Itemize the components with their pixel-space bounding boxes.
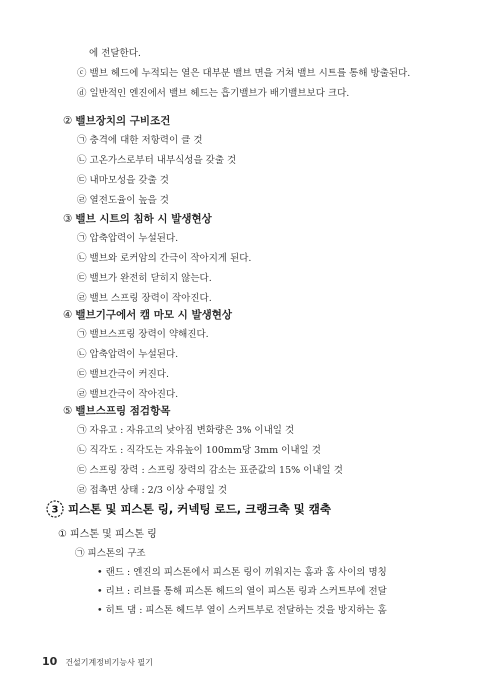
- page-number: 10: [42, 655, 58, 668]
- subsection-title: 피스톤 및 피스톤 링: [69, 529, 157, 540]
- bullet-item: • 히트 댐 : 피스톤 헤드부 열이 스커트부로 전달하는 것을 방지하는 홈: [97, 605, 387, 616]
- list-item: ㉡ 고온가스로부터 내부식성을 갖출 것: [77, 155, 237, 166]
- list-item: ㉠ 충격에 대한 저항력이 클 것: [77, 135, 203, 146]
- heading-marker: ②: [63, 115, 73, 127]
- list-item: ㉢ 내마모성을 갖출 것: [77, 175, 169, 186]
- subsection-marker: ①: [58, 529, 67, 540]
- heading-text: 밸브기구에서 캠 마모 시 발생현상: [75, 309, 233, 321]
- section-title: 피스톤 및 피스톤 링, 커넥팅 로드, 크랭크축 및 캠축: [68, 502, 331, 516]
- list-item: ㉢ 스프링 장력 : 스프링 장력의 감소는 표준값의 15% 이내일 것: [77, 465, 343, 476]
- list-item: ㉢ 밸브가 완전히 닫히지 않는다.: [77, 273, 212, 284]
- list-item: ㉣ 접촉면 상태 : 2/3 이상 수평일 것: [77, 485, 228, 496]
- list-item: ㉢ 밸브간극이 커진다.: [77, 369, 169, 380]
- bullet-item: • 랜드 : 엔진의 피스톤에서 피스톤 링이 끼워지는 홈과 홈 사이의 명칭: [97, 567, 387, 578]
- page-footer: [42, 650, 153, 666]
- heading-text: 밸브 시트의 침하 시 발생현상: [75, 213, 212, 225]
- heading-valve-requirements: [63, 114, 170, 128]
- heading-marker: ⑤: [63, 405, 73, 417]
- section-number: 3: [51, 504, 59, 516]
- continuation-line-2: ⓒ 밸브 헤드에 누적되는 열은 대부분 밸브 면을 거쳐 밸브 시트를 통해 방출된다.: [77, 68, 411, 79]
- heading-cam-wear: [63, 308, 232, 322]
- continuation-line-1: 에 전달한다.: [89, 48, 141, 59]
- heading-marker: ③: [63, 213, 73, 225]
- bullet-item: • 리브 : 리브를 통해 피스톤 헤드의 열이 피스톤 링과 스커트부에 전달: [97, 586, 387, 597]
- list-item: ㉡ 밸브와 로커암의 간극이 작아지게 된다.: [77, 253, 252, 264]
- section-number-badge: [46, 500, 64, 518]
- continuation-line-3: ⓓ 일반적인 엔진에서 밸브 헤드는 흡기밸브가 배기밸브보다 크다.: [77, 88, 350, 99]
- list-item: ㉣ 열전도율이 높을 것: [77, 195, 169, 206]
- list-item: ㉠ 자유고 : 자유고의 낮아짐 변화량은 3% 이내일 것: [77, 425, 295, 436]
- heading-marker: ④: [63, 309, 73, 321]
- heading-valve-seat-sinking: [63, 212, 212, 226]
- list-item: ㉣ 밸브간극이 작아진다.: [77, 389, 179, 400]
- list-item: ㉡ 압축압력이 누설된다.: [77, 349, 179, 360]
- list-item: ㉠ 압축압력이 누설된다.: [77, 233, 179, 244]
- heading-spring-inspection: [63, 404, 170, 418]
- heading-text: 밸브스프링 점검항목: [75, 405, 171, 417]
- list-item: ㉡ 직각도 : 직각도는 자유높이 100mm당 3mm 이내일 것: [77, 445, 321, 456]
- list-item: ㉣ 밸브 스프링 장력이 작아진다.: [77, 293, 212, 304]
- book-title: 건설기계정비기능사 필기: [65, 658, 153, 667]
- list-item: ㉠ 밸브스프링 장력이 약해진다.: [77, 329, 209, 340]
- subsection-heading: [58, 528, 157, 542]
- sub-item: ㉠ 피스톤의 구조: [75, 548, 146, 559]
- heading-text: 밸브장치의 구비조건: [75, 115, 171, 127]
